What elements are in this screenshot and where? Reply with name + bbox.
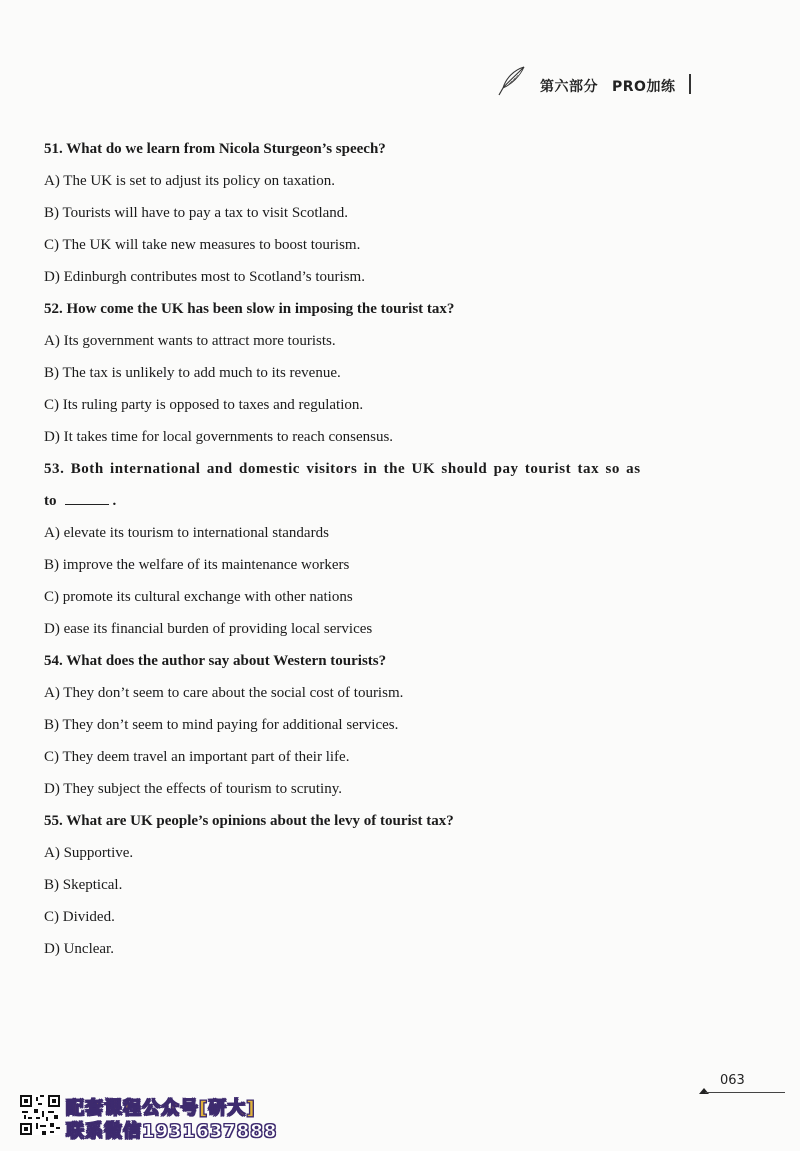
question-title-end: .	[112, 493, 117, 509]
option-d: D) They subject the effects of tourism to scrutiny.	[44, 781, 342, 797]
header-section: 第六部分	[540, 79, 598, 95]
watermark-line-1: 配套课程公众号[研大]	[66, 1098, 256, 1119]
page-number-rule	[705, 1092, 785, 1093]
option-d: D) Unclear.	[44, 941, 114, 957]
page-number-marker	[699, 1088, 709, 1094]
question-51	[44, 137, 704, 297]
question-list	[44, 137, 704, 969]
option-b: B) improve the welfare of its maintenance workers	[44, 557, 350, 573]
option-d: D) It takes time for local governments to reach consensus.	[44, 429, 394, 445]
option-a: A) They don’t seem to care about the social cost of tourism.	[44, 685, 404, 701]
question-53	[44, 457, 704, 649]
option-c: C) promote its cultural exchange with other nations	[44, 589, 353, 605]
question-title: 54. What does the author say about Western tourists?	[44, 653, 387, 669]
question-title: 53. Both international and domestic visitors in the UK should pay tourist tax so as	[44, 461, 641, 477]
question-54	[44, 649, 704, 809]
option-b: B) The tax is unlikely to add much to its revenue.	[44, 365, 341, 381]
header-title: PRO加练	[612, 79, 676, 95]
header-divider	[689, 74, 691, 94]
option-b: B) They don’t seem to mind paying for additional services.	[44, 717, 399, 733]
option-c: C) Divided.	[44, 909, 115, 925]
question-title: 55. What are UK people’s opinions about the levy of tourist tax?	[44, 813, 454, 829]
option-c: C) The UK will take new measures to boost tourism.	[44, 237, 361, 253]
option-a: A) Supportive.	[44, 845, 134, 861]
option-b: B) Tourists will have to pay a tax to visit Scotland.	[44, 205, 349, 221]
page-header	[490, 70, 740, 102]
question-52	[44, 297, 704, 457]
option-a: A) Its government wants to attract more tourists.	[44, 333, 336, 349]
option-c: C) Its ruling party is opposed to taxes and regulation.	[44, 397, 364, 413]
option-a: A) elevate its tourism to international standards	[44, 525, 329, 541]
option-b: B) Skeptical.	[44, 877, 123, 893]
page-number: 063	[720, 1073, 745, 1088]
option-d: D) Edinburgh contributes most to Scotland’s tourism.	[44, 269, 365, 285]
option-c: C) They deem travel an important part of their life.	[44, 749, 350, 765]
quill-icon	[494, 64, 528, 98]
answer-blank	[65, 490, 109, 505]
option-a: A) The UK is set to adjust its policy on taxation.	[44, 173, 335, 189]
question-title: 51. What do we learn from Nicola Sturgeon’s speech?	[44, 141, 386, 157]
question-title-to: to	[44, 493, 57, 509]
question-55	[44, 809, 704, 969]
option-d: D) ease its financial burden of providing local services	[44, 621, 373, 637]
watermark-line-2: 联系微信1931637888	[66, 1121, 278, 1142]
question-title: 52. How come the UK has been slow in imposing the tourist tax?	[44, 301, 455, 317]
question-title-continuation	[44, 489, 704, 521]
qr-code-icon	[20, 1095, 60, 1135]
